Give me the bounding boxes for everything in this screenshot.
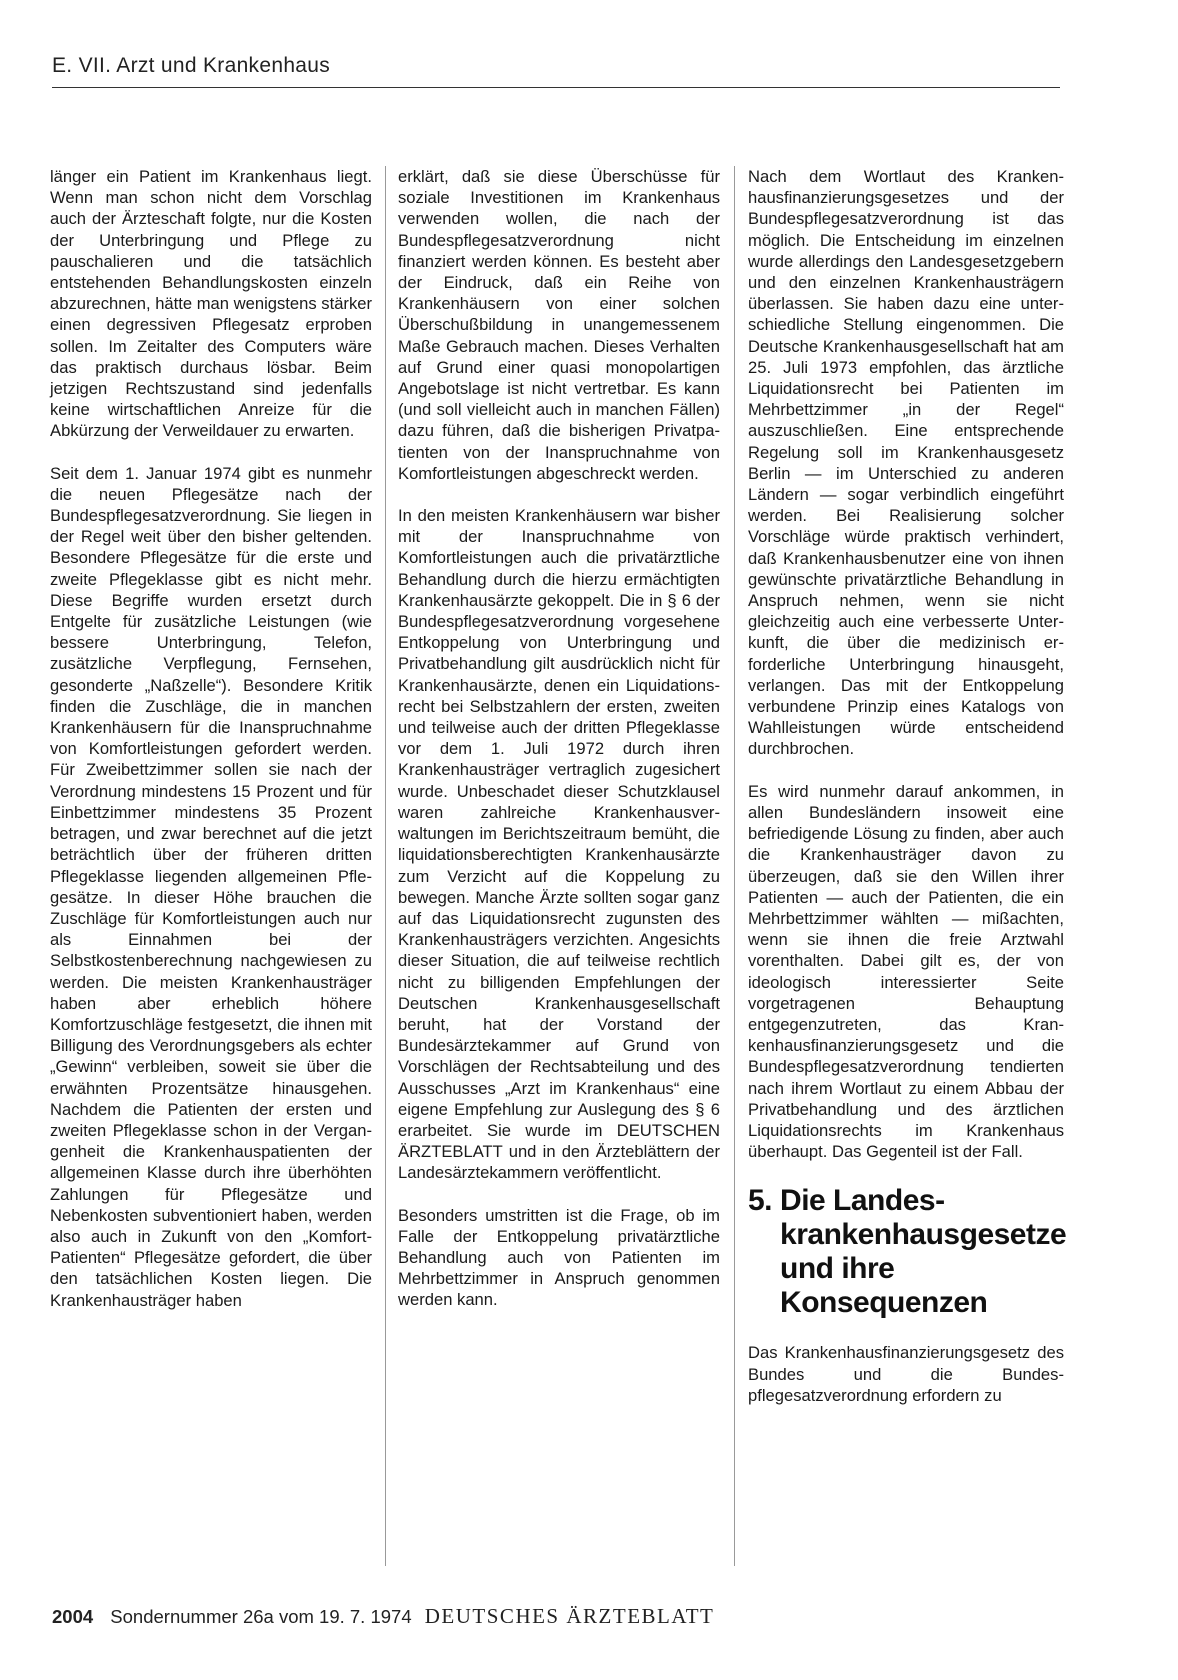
section-title: Die Landeskrankenhausgesetze und ihre Konsequenzen (780, 1184, 1067, 1320)
column-rule-1 (385, 166, 386, 1566)
section-number: 5. (748, 1184, 773, 1218)
paragraph: Nach dem Wortlaut des Krankenhausfinanzierungsgesetzes und der Bundespflegesatzverordnung ist das möglich. Die Entscheidung im einzelnen wurde allerdings den Landesgesetzgebern und den einzelnen Krankenhausträgern überlassen. Sie haben dazu eine unterschiedliche Stellung eingenommen. Die Deutsche Krankenhausgesellschaft hat am 25. Juli 1973 empfohlen, das ärztliche Liquidationsrecht bei Patienten im Mehrbettzimmer „in der Regel“ auszuschließen. Eine entsprechende Regelung soll im Krankenhausgesetz Berlin — im Unterschied zu anderen Ländern — sogar verbindlich eingeführt werden. Bei Realisierung solcher Vorschläge würde praktisch verhindert, daß Krankenhausbenutzer eine von ihnen gewünschte privatärztliche Behandlung in Anspruch nehmen, wenn sie nicht gleichzeitig auch eine verbesserte Unterkunft, die über die medizinisch erforderliche Unterbringung hinausgeht, verlangen. Das mit der Entkoppelung verbundene Prinzip eines Katalogs von Wahlleistungen würde entscheidend durchbrochen. (748, 167, 1064, 759)
paragraph: In den meisten Krankenhäusern war bisher mit der Inanspruchnahme von Komfortleistungen auch die privatärztliche Behandlung durch die hierzu ermächtigten Krankenhausärzte gekoppelt. Die in § 6 der Bundespflegesatzverordnung vorgesehene Entkoppelung von Unterbringung und Privatbehandlung gilt ausdrücklich nicht für Krankenhausärzte, denen ein Liquidationsrecht bei Selbstzahlern der ersten, zweiten und teilweise auch der dritten Pflegeklasse vor dem 1. Juli 1972 durch ihren Krankenhausträger vertraglich zugesichert wurde. Unbeschadet dieser Schutzklausel waren zahlreiche Krankenhausverwaltungen im Berichtszeitraum bemüht, die liquidationsberechtigten Krankenhausärzte zum Verzicht auf die Koppelung zu bewegen. Manche Ärzte sollten sogar ganz auf das Liquidationsrecht zugunsten des Krankenhausträgers verzichten. Angesichts dieser Situation, die auf teilweise rechtlich nicht zu billigenden Empfehlungen der Deutschen Krankenhausgesellschaft beruht, hat der Vorstand der Bundesärztekammer auf Grund von Vorschlägen der Rechtsabteilung und des Ausschusses „Arzt im Krankenhaus“ eine eigene Empfehlung zur Auslegung des § 6 erarbeitet. Sie wurde im DEUTSCHEN ÄRZTEBLATT und in den Ärzteblättern der Landesärztekammern veröffentlicht. (398, 506, 720, 1183)
paragraph: Es wird nunmehr darauf ankommen, in allen Bundesländern insoweit eine befriedigende Lösung zu finden, aber auch die Krankenhausträger davon zu überzeugen, daß sie den Willen ihrer Patienten — auch der Patienten, die ein Mehrbettzimmer wählten — mißachten, wenn sie ihnen die freie Arztwahl vorenthalten. Dabei gilt es, der von ideologisch interessierter Seite vorgetragenen Behauptung entgegenzutreten, das Krankenhausfinanzierungsgesetz und die Bundespflegesatzverordnung tendierten nach ihrem Wortlaut zu einem Abbau der Privatbehandlung und des ärztlichen Liquidationsrechts im Krankenhaus überhaupt. Das Gegenteil ist der Fall. (748, 781, 1064, 1162)
page-number: 2004 (52, 1606, 94, 1627)
header-rule (52, 87, 1060, 88)
issue-info: Sondernummer 26a vom 19. 7. 1974 (110, 1606, 412, 1627)
paragraph: Seit dem 1. Januar 1974 gibt es nunmehr die neuen Pflegesätze nach der Bundespflegesatzverordnung. Sie liegen in der Regel weit über den bisher geltenden. Besondere Pflegesätze für die erste und zweite Pflegeklasse gibt es nicht mehr. Diese Begriffe wurden ersetzt durch Entgelte für zusätzliche Leistungen (wie bessere Unterbringung, Telefon, zusätzliche Verpflegung, Fernsehen, gesonderte „Naßzelle“). Besondere Kritik finden die Zuschläge, die in manchen Krankenhäusern für die Inanspruchnahme von Komfortleistungen gefordert werden. Für Zweibettzimmer sollen sie nach der Verordnung mindestens 15 Prozent und für Einbettzimmer mindestens 35 Prozent betragen, und zwar berechnet auf die jetzt beträchtlich über der früheren dritten Pflegeklasse liegenden allgemeinen Pflegesätze. In dieser Höhe brauchen die Zuschläge für Komfortleistungen auch nur als Einnahmen bei der Selbstkostenberechnung nachgewiesen zu werden. Die meisten Krankenhausträger haben aber erheblich höhere Komfortzuschläge festgesetzt, die ihnen mit Billigung des Verordnungsgebers als echter „Gewinn“ verbleiben, soweit sie über die erwähnten Prozentsätze hinausgehen. Nachdem die Patienten der ersten und zweiten Pflegeklasse schon in der Vergangenheit die Krankenhauspatienten der allgemeinen Klasse durch ihre überhöhten Zahlungen für Pflegesätze und Nebenkosten subventioniert haben, werden also auch in Zukunft von den „Komfort-Patienten“ Pflegesätze gefordert, die über den tatsächlichen Kosten liegen. Die Krankenhausträger haben (50, 463, 372, 1310)
text-column-1 (50, 166, 372, 1311)
page-footer (52, 1604, 714, 1629)
text-column-3 (748, 166, 1067, 1406)
paragraph: erklärt, daß sie diese Überschüsse für soziale Investitionen im Krankenhaus verwenden wollen, die nach der Bundespflegesatzverordnung nicht finanziert werden können. Es besteht aber der Eindruck, daß ein Reihe von Krankenhäusern von einer solchen Überschußbildung in unangemessenem Maße Gebrauch machen. Dieses Verhalten auf Grund einer quasi monopolartigen Angebotslage ist nicht vertretbar. Es kann (und soll vielleicht auch in manchen Fällen) dazu führen, daß die bisherigen Privatpatienten von der Inanspruchnahme von Komfortleistungen abgeschreckt werden. (398, 167, 720, 483)
section-heading (748, 1184, 1067, 1320)
paragraph: länger ein Patient im Krankenhaus liegt. Wenn man schon nicht dem Vorschlag auch der Ärzteschaft folgte, nur die Kosten der Unterbringung und Pflege zu pauschalieren und die tatsächlich entstehenden Behandlungskosten einzeln abzurechnen, hätte man wenigstens stärker einen degressiven Pflegesatz erproben sollen. Im Zeitalter des Computers wäre das praktisch durchaus lösbar. Beim jetzigen Rechtszustand sind jedenfalls keine wirtschaftlichen Anreize für die Abkürzung der Verweildauer zu erwarten. (50, 167, 372, 441)
text-column-2 (398, 166, 720, 1311)
paragraph: Besonders umstritten ist die Frage, ob im Falle der Entkoppelung privatärztliche Behandlung auch von Patienten im Mehrbettzimmer in Anspruch genommen werden kann. (398, 1205, 720, 1310)
journal-name: DEUTSCHES ÄRZTEBLATT (424, 1604, 715, 1628)
running-head: E. VII. Arzt und Krankenhaus (52, 54, 331, 77)
column-rule-2 (734, 166, 735, 1566)
paragraph: Das Krankenhausfinanzierungsgesetz des Bundes und die Bundespflegesatzverordnung erfordern zu (748, 1343, 1064, 1405)
